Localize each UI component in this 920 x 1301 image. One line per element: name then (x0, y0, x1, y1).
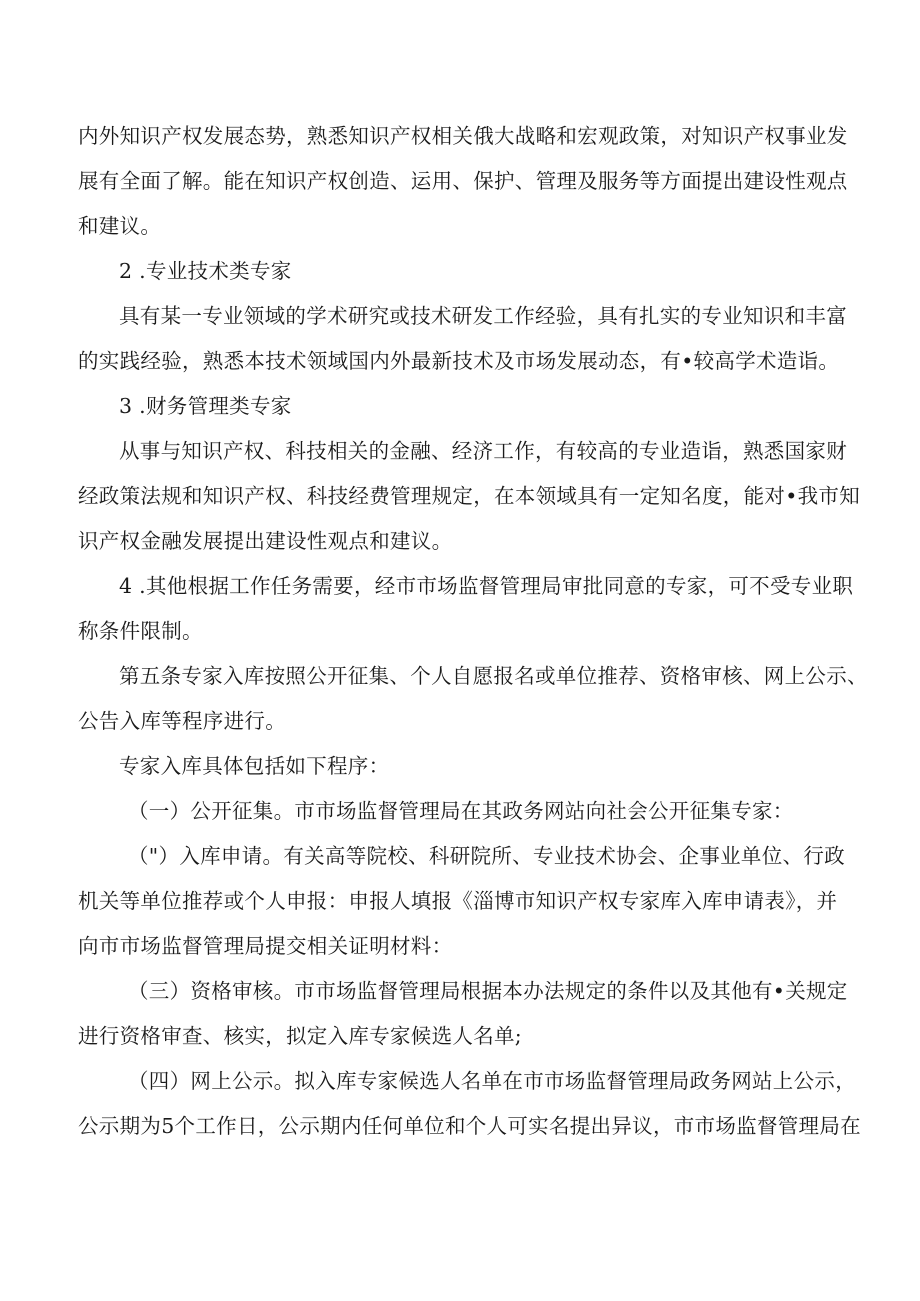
paragraph-3 (78, 436, 860, 557)
paragraph-4 (78, 571, 854, 647)
section-heading-3: 3 .财务管理类专家 (119, 394, 292, 418)
section-heading-2: 2 .专业技术类专家 (119, 259, 292, 283)
text-line: 公示期为5个工作日，公示期内任何单位和个人可实名提出异议，市市场监督管理局在 (78, 1114, 861, 1138)
text-line: 第五条专家入库按照公开征集、个人自愿报名或单位推荐、资格审核、网上公示、 (119, 664, 868, 688)
text-line: 从事与知识产权、科技相关的金融、经济工作，有较高的专业造诣，熟悉国家财 (119, 439, 847, 463)
text-line: 内外知识产权发展态势，熟悉知识产权相关俄大战略和宏观政策，对知识产权事业发 (78, 124, 848, 148)
text-line: （"）入库申请。有关高等院校、科研院所、专业技术协会、企事业单位、行政 (128, 844, 845, 868)
paragraph-6: 专家入库具体包括如下程序： (119, 754, 390, 778)
text-line: 的实践经验，熟悉本技术领域国内外最新技术及市场发展动态，有•较高学术造诣。 (78, 349, 840, 373)
text-line: 经政策法规和知识产权、科技经费管理规定，在本领域具有一定知名度，能对•我市知 (78, 484, 860, 508)
text-line: 展有全面了解。能在知识产权创造、运用、保护、管理及服务等方面提出建设性观点 (78, 169, 848, 193)
paragraph-10 (78, 1066, 861, 1142)
paragraph-8 (78, 841, 845, 962)
text-line: 机关等单位推荐或个人申报：申报人填报《淄博市知识产权专家库入库申请表》，并 (78, 889, 838, 913)
document-page (78, 121, 868, 1142)
text-line: 识产权金融发展提出建设性观点和建议。 (78, 529, 453, 553)
text-line: 向市市场监督管理局提交相关证明材料： (78, 934, 453, 958)
text-line: 公告入库等程序进行。 (78, 709, 286, 733)
paragraph-1 (78, 121, 848, 242)
paragraph-2 (78, 301, 847, 377)
text-line: 称条件限制。 (78, 619, 203, 643)
text-line: （三）资格审核。市市场监督管理局根据本办法规定的条件以及其他有•关规定 (128, 979, 848, 1003)
text-line: 和建议。 (78, 214, 162, 238)
text-line: 4 .其他根据工作任务需要，经市市场监督管理局审批同意的专家，可不受专业职 (119, 574, 854, 598)
paragraph-9 (78, 976, 848, 1052)
text-line: 具有某一专业领域的学术研究或技术研发工作经验，具有扎实的专业知识和丰富 (119, 304, 847, 328)
paragraph-7: （一）公开征集。市市场监督管理局在其政务网站向社会公开征集专家： (128, 799, 794, 823)
paragraph-5 (78, 661, 868, 737)
text-line: 进行资格审查、核实，拟定入库专家候选人名单; (78, 1024, 523, 1048)
text-line: （四）网上公示。拟入库专家候选人名单在市市场监督管理局政务网站上公示， (128, 1069, 856, 1093)
